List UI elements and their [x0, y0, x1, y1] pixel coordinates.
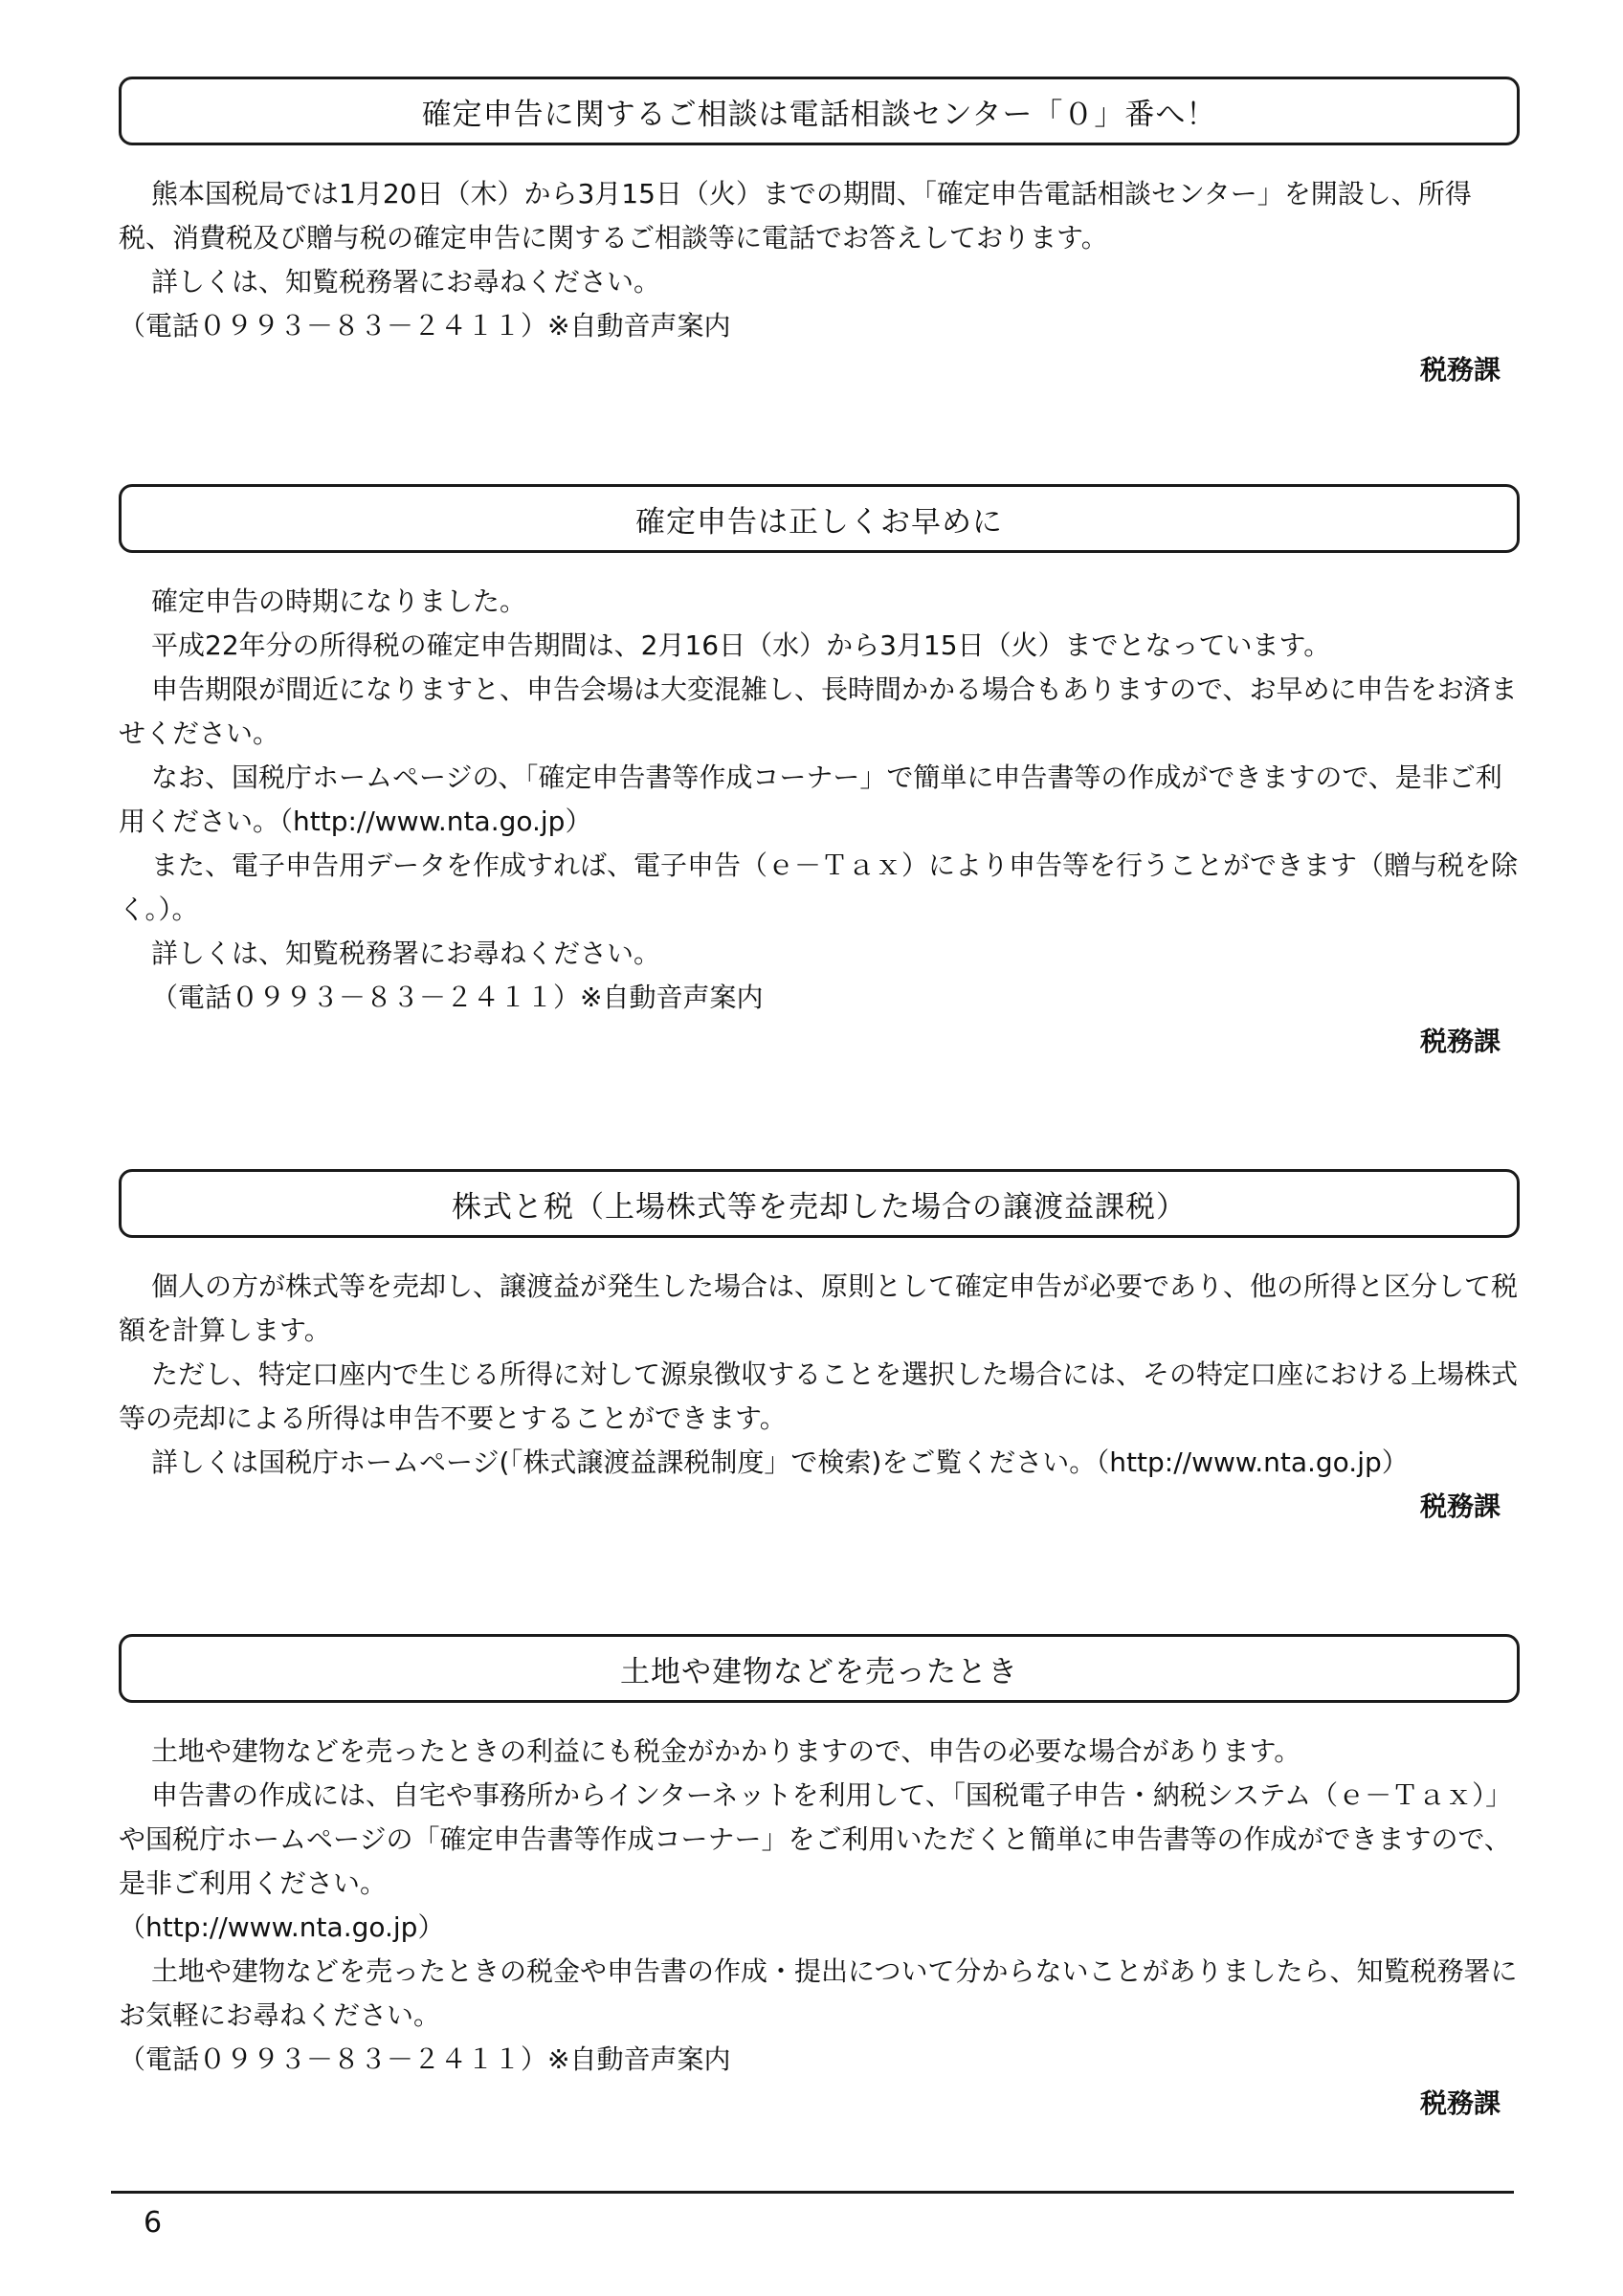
paragraph: 土地や建物などを売ったときの税金や申告書の作成・提出について分からないことがありましたら、知覧税務署にお気軽にお尋ねください。 [119, 1955, 1518, 2031]
url-line: （http://www.nta.go.jp） [119, 1911, 445, 1943]
section-body [119, 172, 1523, 392]
paragraph: 詳しくは、知覧税務署にお尋ねください。 [151, 938, 661, 969]
page-number: 6 [144, 2206, 163, 2240]
section-phone-consultation [119, 77, 1523, 392]
paragraph: 申告書の作成には、自宅や事務所からインターネットを利用して、「国税電子申告・納税システム（ｅ－Ｔａｘ）」や国税庁ホームページの「確定申告書等作成コーナー」をご利用いただくと簡単に申告書等の作成ができますので、是非ご利用ください。 [119, 1779, 1513, 1899]
paragraph: 平成22年分の所得税の確定申告期間は、2月16日（水）から3月15日（火）までとなっています。 [151, 629, 1331, 661]
paragraph: ただし、特定口座内で生じる所得に対して源泉徴収することを選択した場合には、その特定口座における上場株式等の売却による所得は申告不要とすることができます。 [119, 1358, 1519, 1434]
paragraph: また、電子申告用データを作成すれば、電子申告（ｅ－Ｔａｘ）により申告等を行うことができます（贈与税を除く。）。 [119, 850, 1519, 925]
phone-line: （電話０９９３－８３－２４１１）※自動音声案内 [119, 2043, 731, 2075]
section-early-filing [119, 484, 1523, 1064]
signoff: 税務課 [1419, 1490, 1501, 1522]
phone-line: （電話０９９３－８３－２４１１）※自動音声案内 [151, 982, 764, 1013]
section-body [119, 1730, 1523, 2126]
section-land-building-sale [119, 1634, 1523, 2126]
paragraph: 土地や建物などを売ったときの利益にも税金がかかりますので、申告の必要な場合があります。 [151, 1735, 1301, 1767]
section-heading: 確定申告に関するご相談は電話相談センター「０」番へ！ [119, 77, 1520, 145]
paragraph: 個人の方が株式等を売却し、譲渡益が発生した場合は、原則として確定申告が必要であり、他の所得と区分して税額を計算します。 [119, 1270, 1519, 1346]
section-stock-tax [119, 1169, 1523, 1529]
paragraph: なお、国税庁ホームページの、「確定申告書等作成コーナー」で簡単に申告書等の作成ができますので、是非ご利用ください。（http://www.nta.go.jp） [119, 762, 1502, 837]
paragraph: 熊本国税局では1月20日（木）から3月15日（火）までの期間、「確定申告電話相談センター」を開設し、所得税、消費税及び贈与税の確定申告に関するご相談等に電話でお答えしております。 [119, 178, 1472, 254]
phone-line: （電話０９９３－８３－２４１１）※自動音声案内 [119, 310, 731, 342]
section-heading: 株式と税（上場株式等を売却した場合の譲渡益課税） [119, 1169, 1520, 1238]
paragraph: 詳しくは、知覧税務署にお尋ねください。 [151, 266, 661, 298]
footer-divider [111, 2191, 1514, 2194]
paragraph: 申告期限が間近になりますと、申告会場は大変混雑し、長時間かかる場合もありますので、お早めに申告をお済ませください。 [119, 673, 1518, 749]
signoff: 税務課 [1419, 1026, 1501, 1057]
section-body [119, 580, 1523, 1064]
section-body [119, 1265, 1523, 1529]
paragraph: 詳しくは国税庁ホームページ(「株式譲渡益課税制度」で検索)をご覧ください。（http://www.nta.go.jp） [151, 1446, 1409, 1478]
section-heading: 土地や建物などを売ったとき [119, 1634, 1520, 1703]
paragraph: 確定申告の時期になりました。 [151, 585, 527, 617]
signoff: 税務課 [1419, 2087, 1501, 2119]
section-heading: 確定申告は正しくお早めに [119, 484, 1520, 553]
signoff: 税務課 [1419, 354, 1501, 386]
